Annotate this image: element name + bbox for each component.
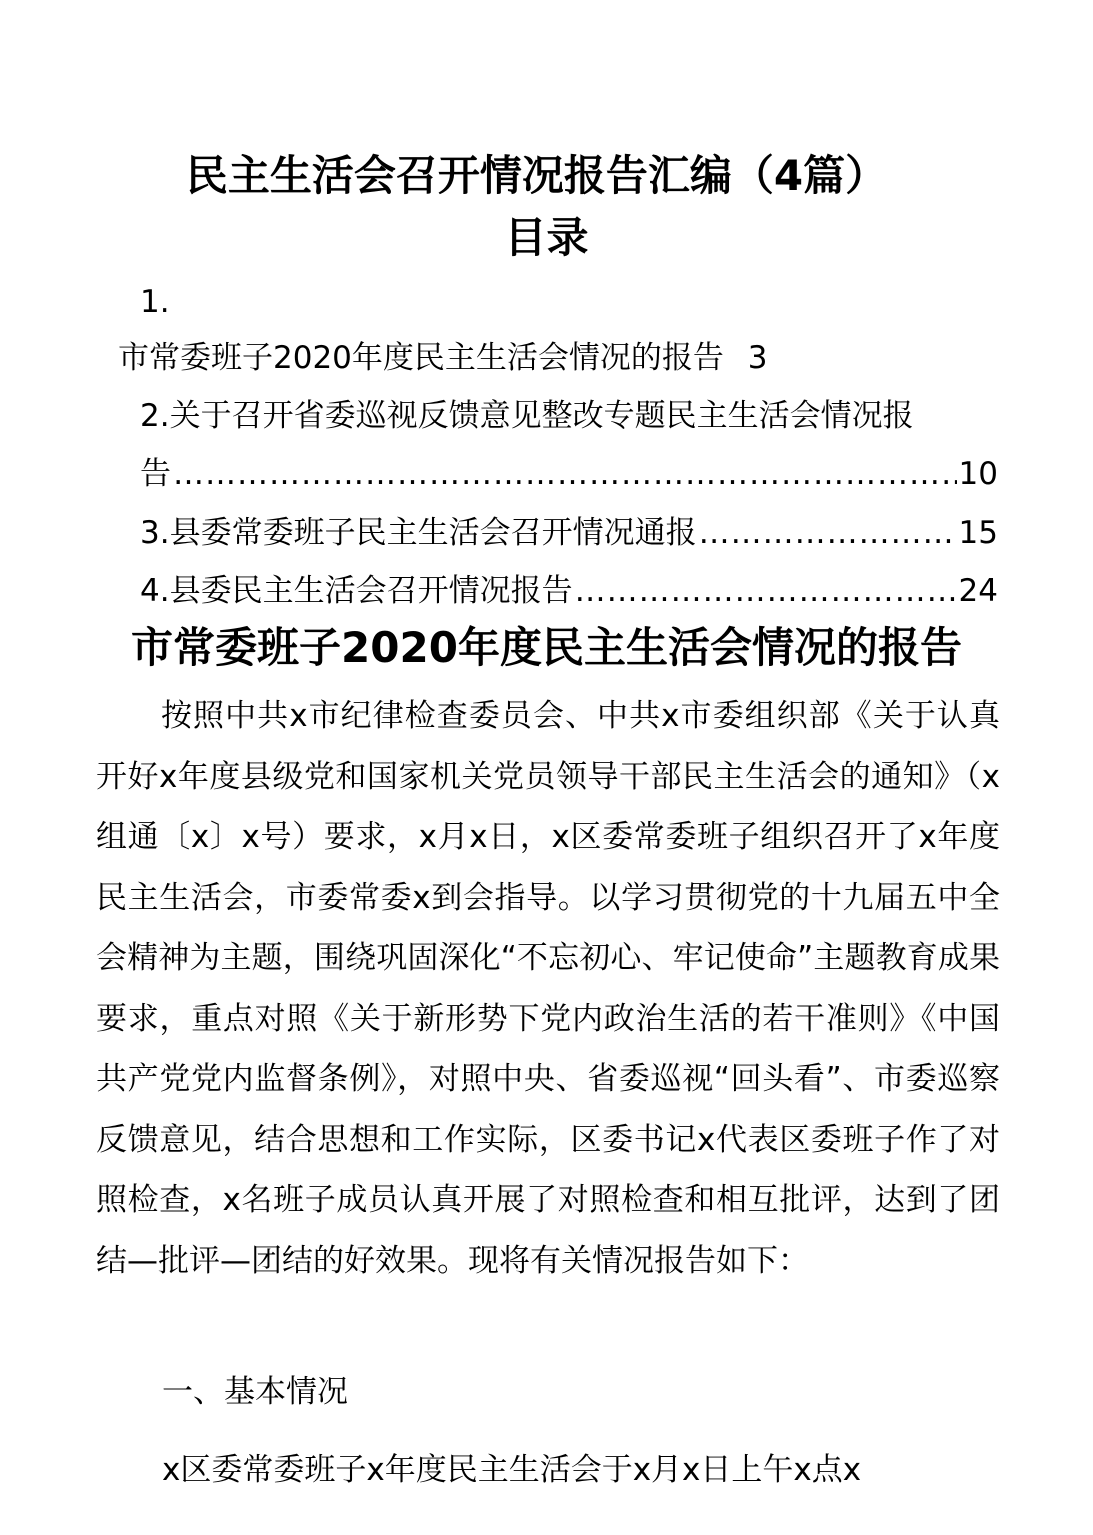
toc-entry-2-line1[interactable]: 2.关于召开省委巡视反馈意见整改专题民主生活会情况报	[140, 398, 914, 434]
toc-title: 目录	[504, 213, 589, 262]
toc-entry-3-page: 15	[958, 515, 998, 551]
toc-entry-1-page: 3	[747, 340, 768, 376]
body-paragraph-2: x区委常委班子x年度民主生活会于x月x日上午x点x	[162, 1452, 862, 1488]
toc-leader-dots	[699, 511, 957, 555]
section-title: 市常委班子2020年度民主生活会情况的报告	[131, 623, 962, 672]
toc-entry-2-page: 10	[958, 456, 998, 492]
toc-entry-1-title: 市常委班子2020年度民主生活会情况的报告	[118, 340, 724, 376]
section-heading-basic-situation: 一、基本情况	[162, 1374, 348, 1410]
toc-entry-1[interactable]	[118, 336, 768, 380]
toc-entry-2[interactable]	[140, 452, 998, 496]
toc-leader-dots	[173, 452, 957, 496]
toc-entry-3[interactable]	[140, 511, 998, 555]
toc-entry-1-number[interactable]: 1.	[140, 284, 170, 320]
toc-entry-2-line2: 告	[140, 456, 171, 492]
toc-entry-4[interactable]	[140, 569, 998, 613]
toc-entry-3-title: 3.县委常委班子民主生活会召开情况通报	[140, 515, 697, 551]
toc-entry-4-title: 4.县委民主生活会召开情况报告	[140, 573, 573, 609]
document-title: 民主生活会召开情况报告汇编（4篇）	[185, 151, 888, 200]
body-paragraph-1: 按照中共x市纪律检查委员会、中共x市委组织部《关于认真开好x年度县级党和国家机关党员领导干部民主生活会的通知》（x组通〔x〕x号）要求，x月x日，x区委常委班子组织召开了x年度民主生活会，市委常委x到会指导。以学习贯彻党的十九届五中全会精神为主题，围绕巩固深化“不忘初心、牢记使命”主题教育成果要求，重点对照《关于新形势下党内政治生活的若干准则》《中国共产党党内监督条例》，对照中央、省委巡视“回头看”、市委巡察反馈意见，结合思想和工作实际，区委书记x代表区委班子作了对照检查，x名班子成员认真开展了对照检查和相互批评，达到了团结—批评—团结的好效果。现将有关情况报告如下：	[96, 698, 1000, 1279]
toc-leader-dots	[575, 569, 957, 613]
toc-entry-4-page: 24	[958, 573, 998, 609]
